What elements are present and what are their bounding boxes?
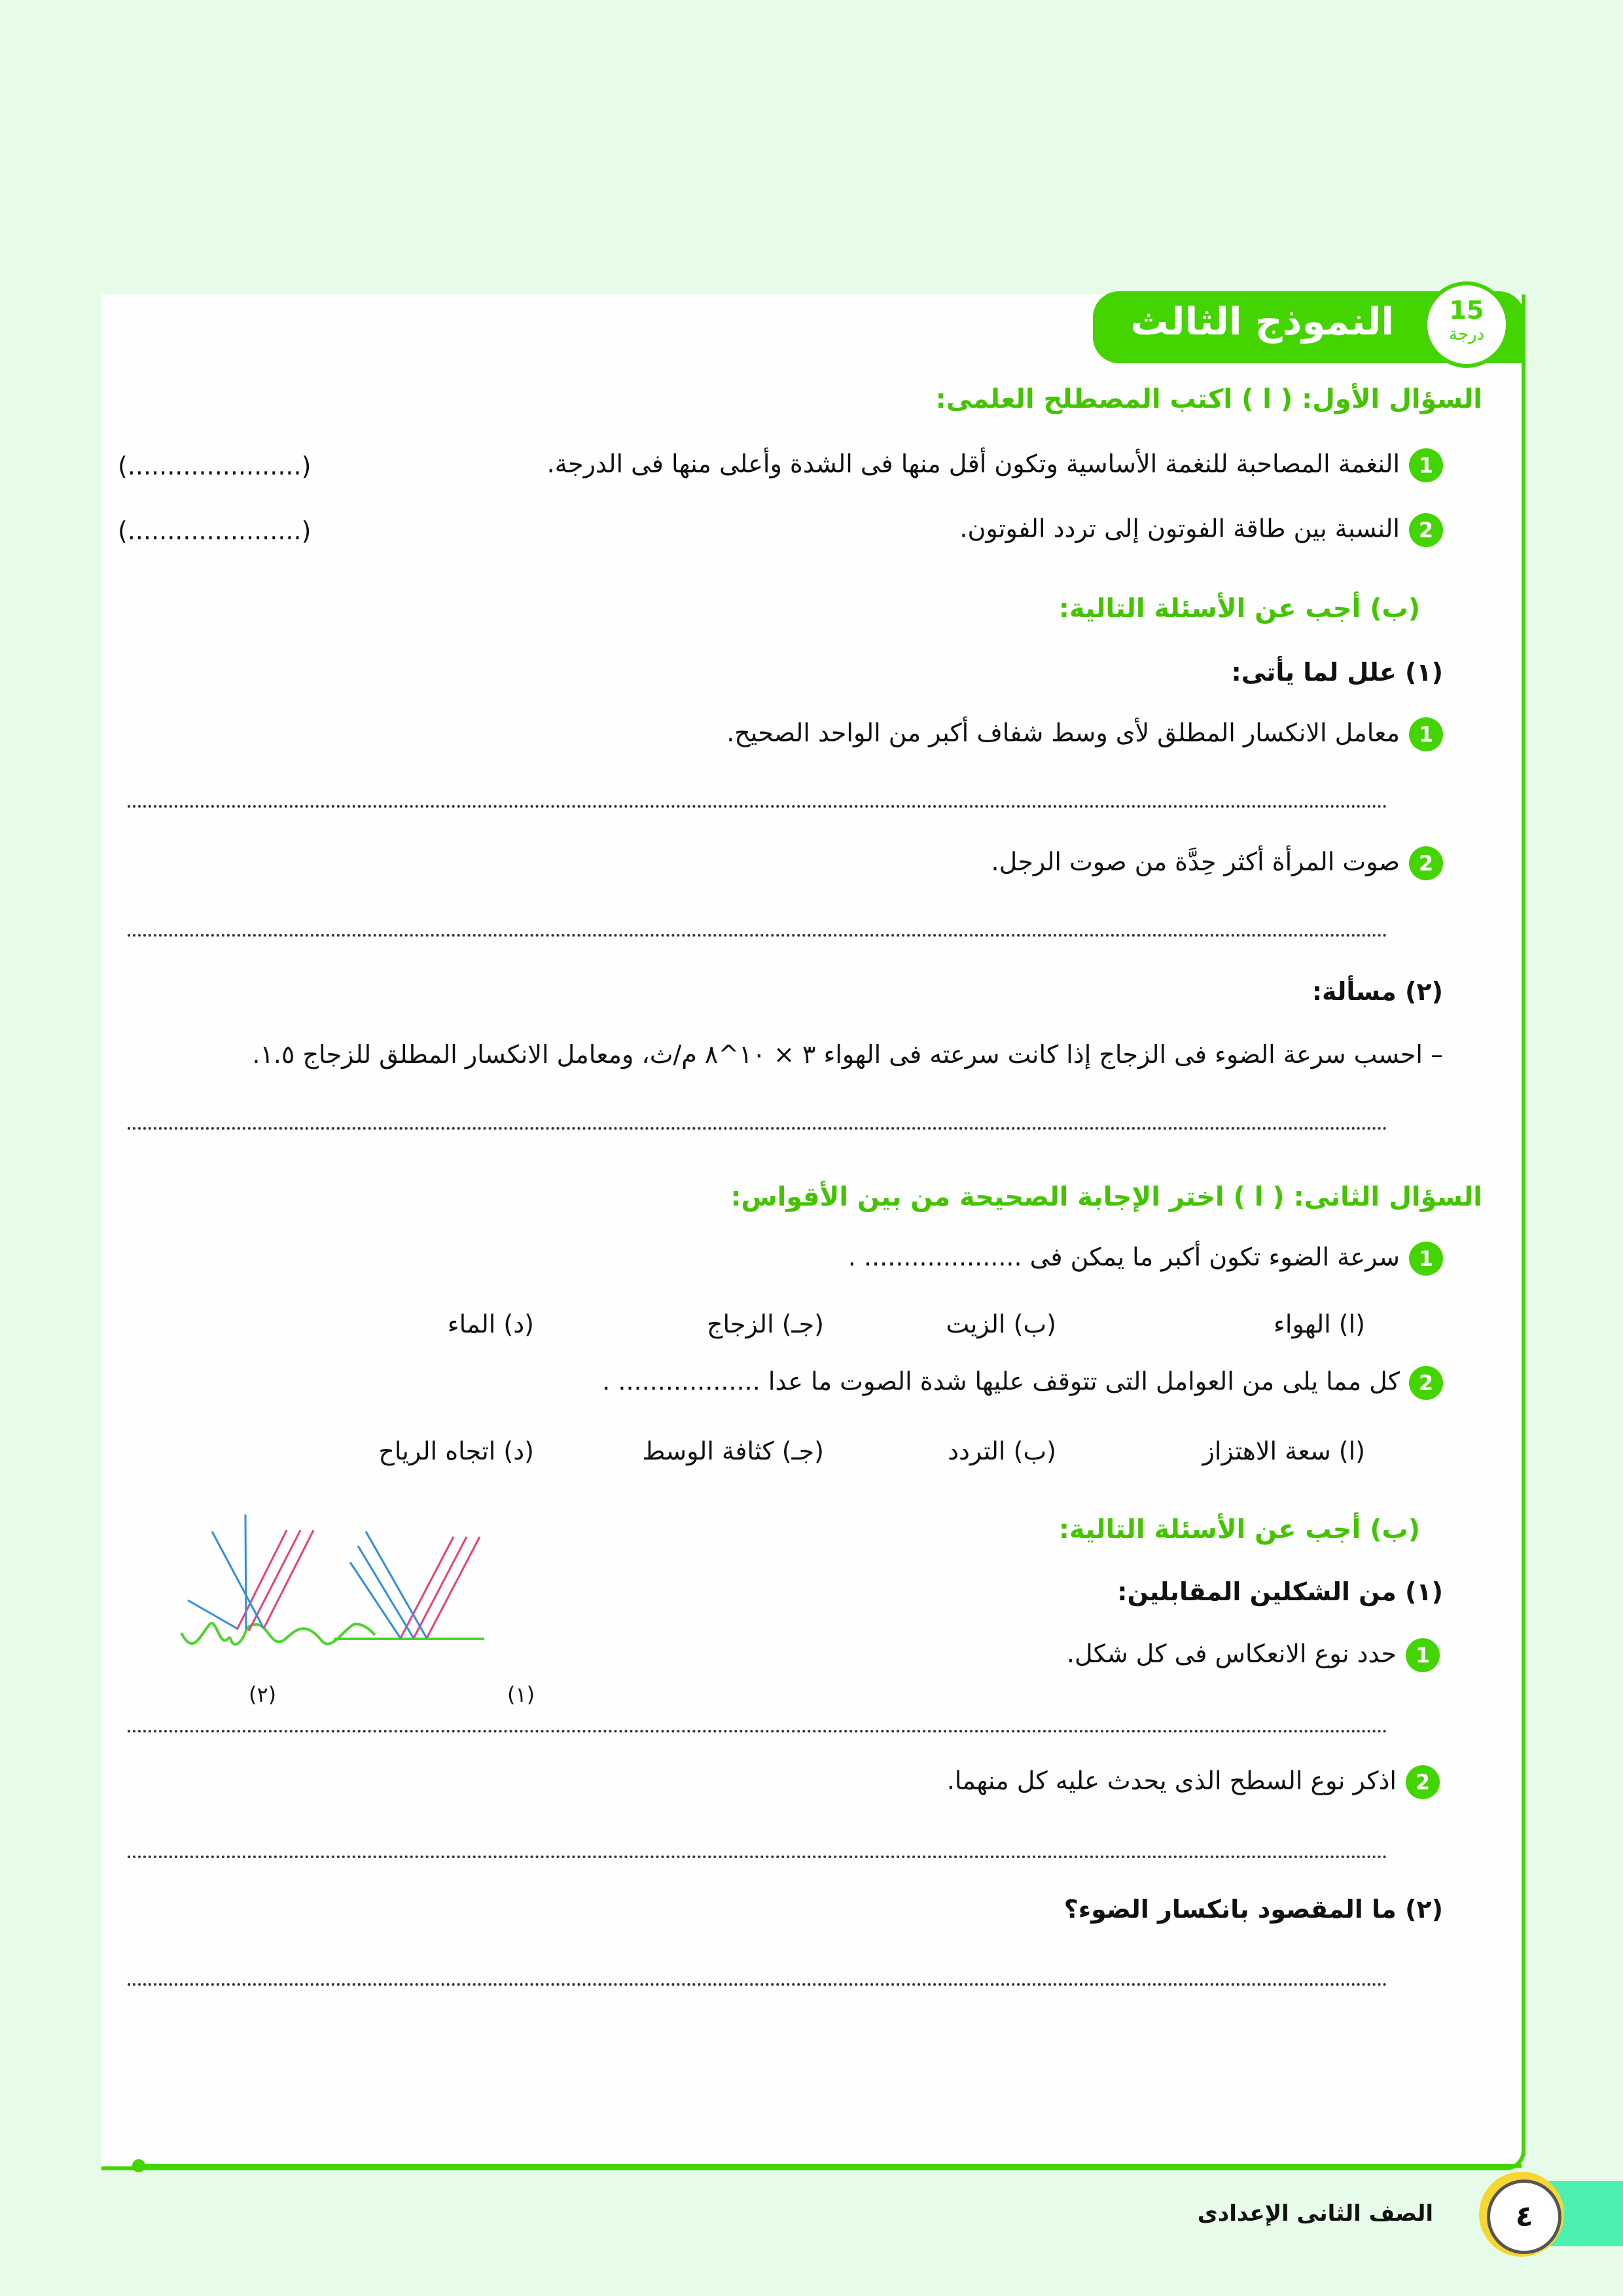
rough-surface (181, 1623, 375, 1644)
answer-line[interactable] (128, 1730, 1387, 1732)
page-number: ٤ (1487, 2179, 1561, 2254)
option-c[interactable]: (جـ) الزجاج (706, 1310, 824, 1338)
explain-title: (١) علل لما يأتى: (1231, 658, 1443, 687)
q2-part-b: (ب) أجب عن الأسئلة التالية: (1058, 1515, 1420, 1545)
figures-title: (١) من الشكلين المقابلين: (1117, 1577, 1443, 1606)
number-badge: 2 (1406, 1765, 1440, 1799)
option-a[interactable]: (ا) سعة الاهتزاز (1202, 1437, 1365, 1465)
number-badge: 2 (1409, 1366, 1443, 1400)
number-badge: 1 (1409, 448, 1443, 482)
grade-label: الصف الثانى الإعدادى (1197, 2200, 1433, 2227)
question-text: كل مما يلى من العوامل التى تتوقف عليها شدة الصوت ما عدا .................. . (602, 1367, 1400, 1396)
bottom-divider (139, 2164, 1522, 2168)
option-b[interactable]: (ب) التردد (948, 1437, 1056, 1465)
q2-item-2 (602, 1366, 1443, 1400)
answer-line[interactable] (128, 1983, 1387, 1986)
question-text: اذكر نوع السطح الذى يحدث عليه كل منهما. (946, 1766, 1397, 1795)
question-text: سرعة الضوء تكون أكبر ما يمكن فى .................... . (847, 1242, 1400, 1272)
reflected-ray (245, 1515, 246, 1630)
answer-line[interactable] (128, 1127, 1387, 1130)
number-badge: 1 (1409, 717, 1443, 751)
question-text: حدد نوع الانعكاس فى كل شكل. (1066, 1639, 1397, 1668)
figure-item-1 (1067, 1638, 1440, 1672)
number-badge: 1 (1406, 1638, 1440, 1672)
incident-ray (237, 1530, 287, 1630)
option-c[interactable]: (جـ) كثافة الوسط (642, 1437, 824, 1465)
question-text: النغمة المصاحبة للنغمة الأساسية وتكون أقل منها فى الشدة وأعلى منها فى الدرجة. (546, 449, 1400, 478)
option-a[interactable]: (ا) الهواء (1274, 1310, 1365, 1338)
figure-item-2 (947, 1765, 1440, 1799)
exam-card (101, 295, 1525, 2170)
option-b[interactable]: (ب) الزيت (946, 1310, 1056, 1338)
figure-label-2: (٢) (249, 1682, 277, 1707)
q2-heading: السؤال الثانى: ( ا ) اختر الإجابة الصحيحة من بين الأقواس: (730, 1182, 1482, 1212)
explain-item-1 (726, 717, 1443, 751)
answer-line[interactable] (128, 805, 1387, 808)
incident-ray (427, 1537, 480, 1638)
q2-definition-question: (٢) ما المقصود بانكسار الضوء؟ (1063, 1895, 1443, 1924)
incident-ray (414, 1537, 467, 1638)
incident-ray (264, 1530, 313, 1628)
page-title: النموذج الثالث (1130, 299, 1394, 344)
reflection-diagram (164, 1505, 687, 1728)
score-badge (1423, 281, 1510, 368)
answer-line[interactable] (128, 934, 1387, 937)
q2-item-1 (848, 1242, 1443, 1276)
incident-ray (401, 1537, 454, 1638)
option-d[interactable]: (د) الماء (447, 1310, 534, 1338)
score-unit: درجة (1448, 325, 1485, 344)
answer-blank[interactable]: (......................) (118, 516, 312, 545)
q1-part-b: (ب) أجب عن الأسئلة التالية: (1058, 594, 1420, 624)
problem-title: (٢) مسألة: (1311, 977, 1443, 1006)
problem-text: – احسب سرعة الضوء فى الزجاج إذا كانت سرعته فى الهواء ٣ × ١٠^٨ م/ث، ومعامل الانكسار المطلق للزجاج ١.٥. (252, 1040, 1443, 1069)
reflected-ray (212, 1532, 264, 1628)
answer-line[interactable] (128, 1856, 1387, 1858)
diffuse-reflection-figure (181, 1515, 375, 1644)
explain-item-2 (991, 846, 1443, 880)
number-badge: 2 (1409, 846, 1443, 880)
figure-label-1: (١) (507, 1682, 535, 1707)
question-text: صوت المرأة أكثر حِدَّة من صوت الرجل. (991, 847, 1400, 876)
number-badge: 2 (1409, 513, 1443, 547)
score-value: 15 (1449, 296, 1484, 325)
reflected-ray (366, 1532, 427, 1638)
q1-heading: السؤال الأول: ( ا ) اكتب المصطلح العلمى: (935, 384, 1482, 414)
question-text: معامل الانكسار المطلق لأى وسط شفاف أكبر من الواحد الصحيح. (726, 718, 1400, 747)
answer-blank[interactable]: (......................) (118, 452, 312, 480)
q1-item-1 (547, 448, 1443, 482)
question-text: النسبة بين طاقة الفوتون إلى تردد الفوتون. (959, 514, 1400, 543)
number-badge: 1 (1409, 1242, 1443, 1276)
divider-dot (132, 2159, 145, 2172)
reflected-ray (358, 1546, 414, 1638)
option-d[interactable]: (د) اتجاه الرياح (378, 1437, 534, 1465)
q1-item-2 (959, 513, 1443, 547)
